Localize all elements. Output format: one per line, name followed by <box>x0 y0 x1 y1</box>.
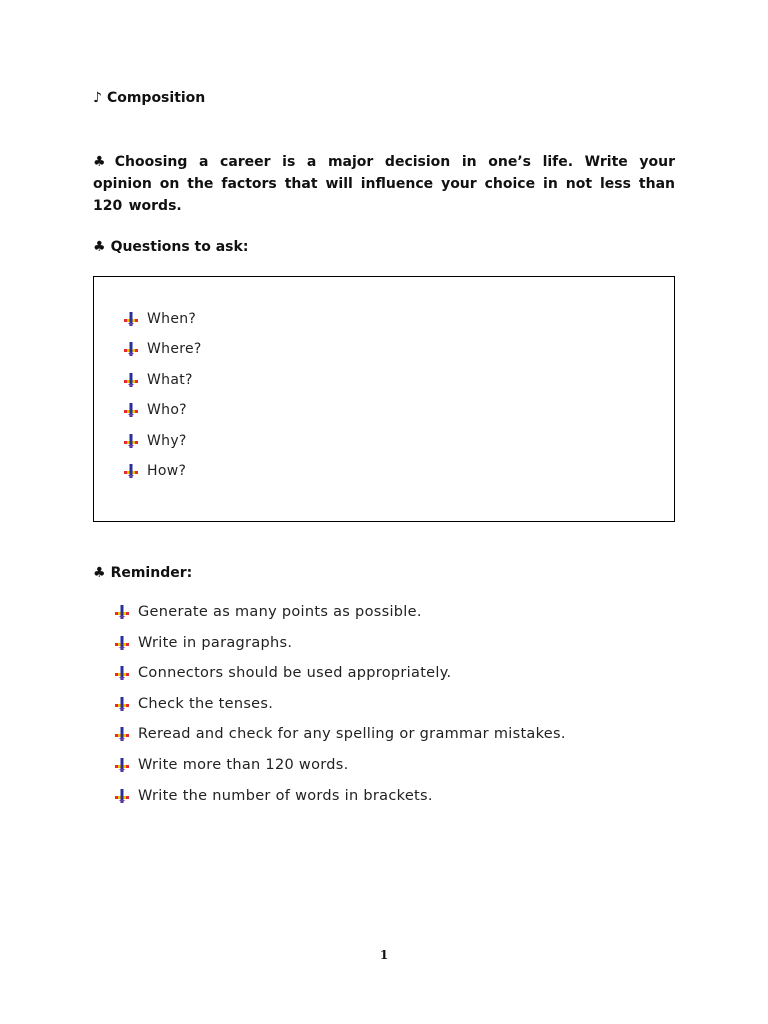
list-item: Who? <box>124 401 187 419</box>
list-item: When? <box>124 310 196 328</box>
cross-arrow-bullet-icon <box>115 727 129 741</box>
composition-prompt <box>93 151 675 217</box>
list-item: How? <box>124 462 186 480</box>
reminder-heading-text: Reminder: <box>110 565 193 581</box>
cross-arrow-bullet-icon <box>124 434 138 448</box>
cross-arrow-bullet-icon <box>115 697 129 711</box>
cross-arrow-bullet-icon <box>124 373 138 387</box>
list-item: Generate as many points as possible. <box>115 603 422 621</box>
club-icon: ♣ <box>93 239 106 255</box>
cross-arrow-bullet-icon <box>115 605 129 619</box>
title-text: Composition <box>106 90 206 106</box>
club-icon: ♣ <box>93 154 111 170</box>
cross-arrow-bullet-icon <box>124 342 138 356</box>
cross-arrow-bullet-icon <box>115 758 129 772</box>
document-title <box>93 89 205 107</box>
list-item: Why? <box>124 432 187 450</box>
list-item: Where? <box>124 340 202 358</box>
cross-arrow-bullet-icon <box>124 464 138 478</box>
cross-arrow-bullet-icon <box>124 403 138 417</box>
cross-arrow-bullet-icon <box>115 789 129 803</box>
page-number: 1 <box>379 948 389 962</box>
questions-heading <box>93 238 248 256</box>
list-item: Write in paragraphs. <box>115 634 292 652</box>
list-item: Write more than 120 words. <box>115 756 349 774</box>
music-note-icon: ♪ <box>93 90 102 106</box>
club-icon: ♣ <box>93 565 106 581</box>
cross-arrow-bullet-icon <box>115 666 129 680</box>
questions-box <box>93 276 675 522</box>
list-item: Check the tenses. <box>115 695 273 713</box>
reminder-heading <box>93 564 192 582</box>
prompt-text: Choosing a career is a major decision in one’s life. Write your opinion on the factors that will influence your choice in not less than 120 words. <box>93 154 675 214</box>
cross-arrow-bullet-icon <box>115 636 129 650</box>
list-item: What? <box>124 371 193 389</box>
list-item: Write the number of words in brackets. <box>115 787 433 805</box>
cross-arrow-bullet-icon <box>124 312 138 326</box>
list-item: Connectors should be used appropriately. <box>115 664 451 682</box>
list-item: Reread and check for any spelling or grammar mistakes. <box>115 725 566 743</box>
questions-heading-text: Questions to ask: <box>110 239 249 255</box>
